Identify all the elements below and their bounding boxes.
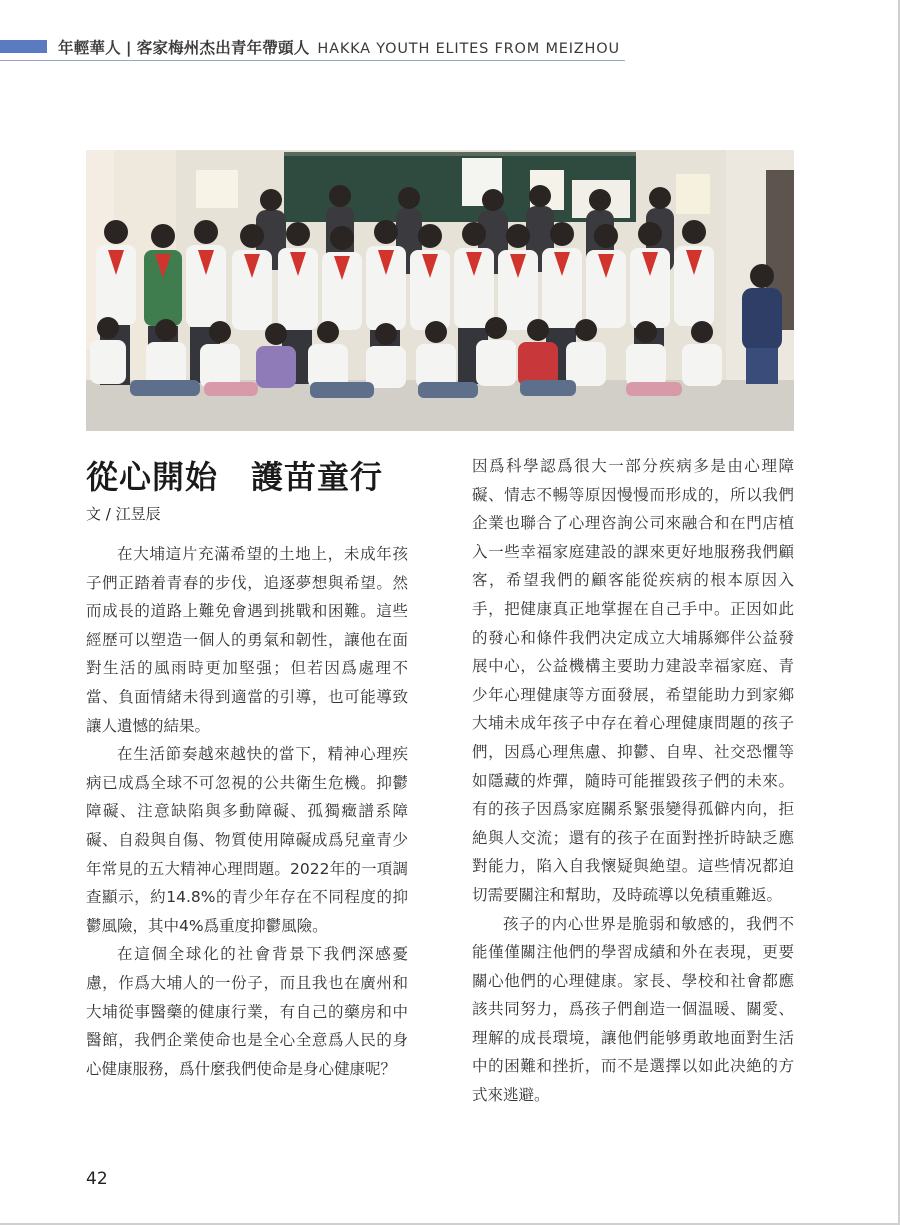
paragraph: 在大埔這片充滿希望的土地上，未成年孩子們正踏着青春的步伐，追逐夢想與希望。然而成長的道路上難免會遇到挑戰和困難。這些經歷可以塑造一個人的勇氣和韌性，讓他在面對生活的風雨時更加堅强；但若因爲處理不當、負面情緒未得到適當的引導，也可能導致讓人遺憾的結果。 bbox=[86, 545, 408, 735]
header-title-zh-2: 客家梅州杰出青年帶頭人 bbox=[136, 39, 310, 57]
paragraph: 孩子的内心世界是脆弱和敏感的，我們不能僅僅關注他們的學習成績和外在表現，更要關心他們的心理健康。家長、學校和社會都應該共同努力，爲孩子們創造一個温暖、關愛、理解的成長環境，讓他們能够勇敢地面對生活中的困難和挫折，而不是選擇以如此决絶的方式來逃避。 bbox=[472, 914, 794, 1105]
page-number: 42 bbox=[86, 1169, 108, 1189]
article-right-column bbox=[472, 452, 794, 1110]
paragraph: 在生活節奏越來越快的當下，精神心理疾病已成爲全球不可忽視的公共衛生危機。抑鬱障礙、注意缺陷與多動障礙、孤獨癥譜系障礙、自殺與自傷、物質使用障礙成爲兒童青少年常見的五大精神心理問題。2022年的一項調查顯示，約14.8%的青少年存在不同程度的抑鬱風險，其中4%爲重度抑鬱風險。 bbox=[86, 745, 408, 935]
header-title-en: HAKKA YOUTH ELITES FROM MEIZHOU bbox=[317, 41, 620, 57]
header-accent-bar bbox=[0, 40, 47, 53]
article-byline: 文 / 江昱辰 bbox=[86, 505, 161, 523]
article-title: 從心開始 護苗童行 bbox=[86, 458, 384, 496]
paragraph: 因爲科學認爲很大一部分疾病多是由心理障礙、情志不暢等原因慢慢而形成的，所以我們企業也聯合了心理咨詢公司來融合和在門店植入一些幸福家庭建設的課來更好地服務我們顧客，希望我們的顧客能從疾病的根本原因入手，把健康真正地掌握在自己手中。正因如此的發心和條件我們决定成立大埔縣鄉伴公益發展中心，公益機構主要助力建設幸福家庭、青少年心理健康等方面發展，希望能助力到家鄉大埔未成年孩子中存在着心理健康問題的孩子們，因爲心理焦慮、抑鬱、自卑、社交恐懼等如隱藏的炸彈，隨時可能摧毀孩子們的未來。有的孩子因爲家庭關系緊張變得孤僻内向，拒絶與人交流；還有的孩子在面對挫折時缺乏應對能力，陷入自我懷疑與絶望。這些情况都迫切需要關注和幫助，及時疏導以免積重難返。 bbox=[472, 457, 794, 904]
group-photo bbox=[86, 150, 794, 431]
paragraph: 在這個全球化的社會背景下我們深感憂慮，作爲大埔人的一份子，而且我也在廣州和大埔從事醫藥的健康行業，有自己的藥房和中醫館，我們企業使命也是全心全意爲人民的身心健康服務，爲什麼我們使命是身心健康呢？ bbox=[86, 945, 408, 1078]
header-rule bbox=[0, 60, 625, 61]
running-header bbox=[58, 36, 620, 56]
header-title-zh-1: 年輕華人 bbox=[58, 39, 121, 57]
header-separator: | bbox=[125, 39, 132, 57]
article-left-column bbox=[86, 540, 408, 1083]
